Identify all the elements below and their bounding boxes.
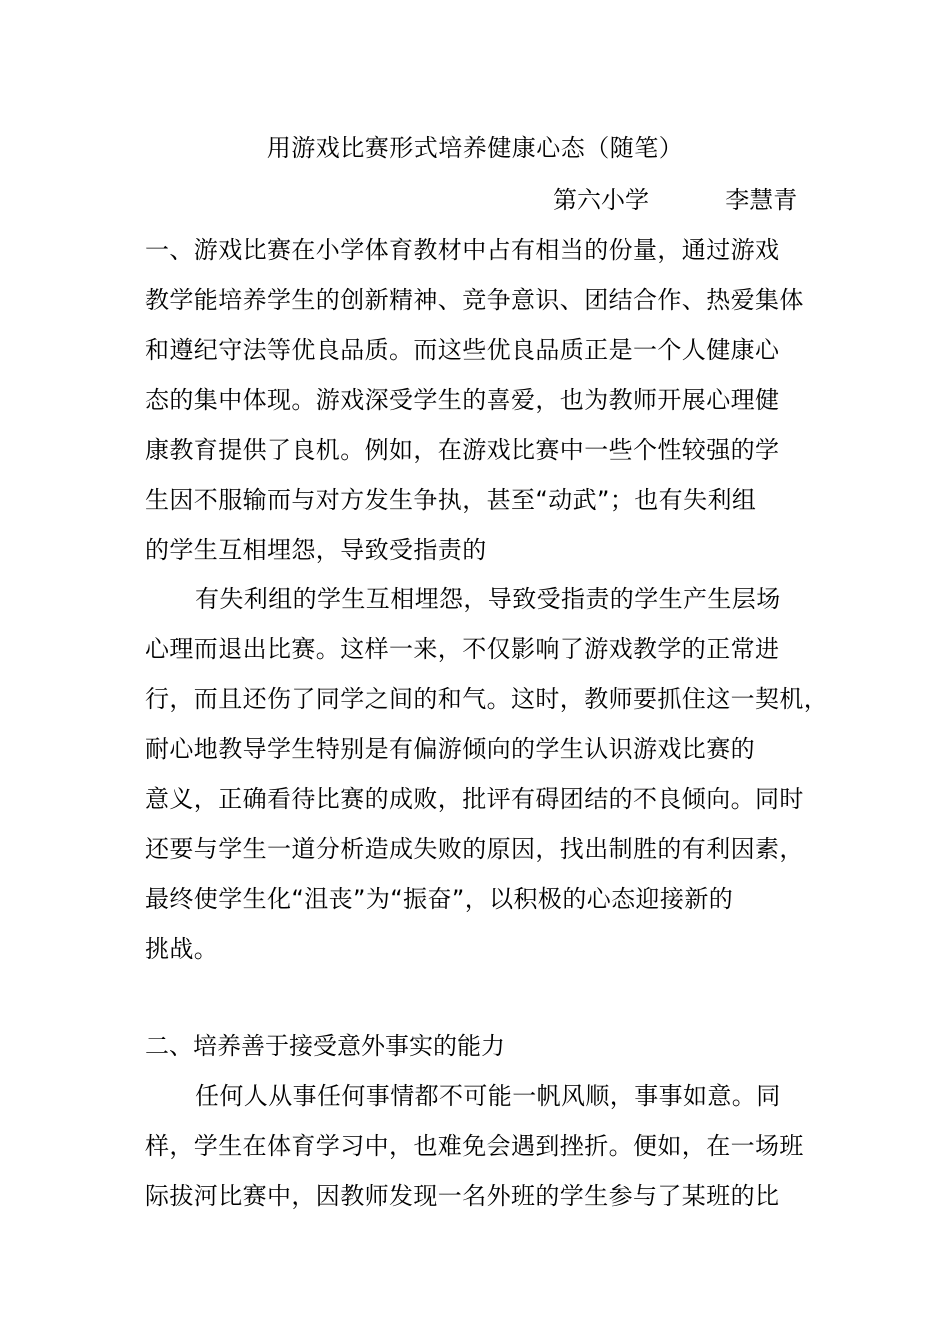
text-line: 还要与学生一道分析造成失败的原因，找出制胜的有利因素，: [145, 835, 804, 863]
text-line: 的学生互相埋怨，导致受指责的: [145, 536, 487, 564]
text-line: 最终使学生化“沮丧”为“振奋”，以积极的心态迎接新的: [145, 885, 734, 913]
text-line: 意义，正确看待比赛的成败，批评有碍团结的不良倾向。同时: [145, 785, 804, 813]
text-line: 心理而退出比赛。这样一来，不仅影响了游戏教学的正常进: [145, 635, 780, 663]
section-2-heading: 二、培养善于接受意外事实的能力: [145, 1032, 505, 1060]
text-line: 态的集中体现。游戏深受学生的喜爱，也为教师开展心理健: [145, 386, 780, 414]
text-line: 生因不服输而与对方发生争执，甚至“动武”；也有失利组: [145, 486, 757, 514]
text-line: 挑战。: [145, 935, 219, 963]
paragraph-2: [145, 574, 829, 974]
text-line: 际拔河比赛中，因教师发现一名外班的学生参与了某班的比: [145, 1182, 780, 1210]
text-line: 行，而且还伤了同学之间的和气。这时，教师要抓住这一契机，: [145, 685, 829, 713]
document-title: 用游戏比赛形式培养健康心态（随笔）: [266, 134, 684, 162]
section-1-paragraph: [145, 225, 825, 575]
paragraph-3: [145, 1071, 825, 1221]
text-line: 耐心地教导学生特别是有偏游倾向的学生认识游戏比赛的: [145, 735, 755, 763]
text-line: 康教育提供了良机。例如，在游戏比赛中一些个性较强的学: [145, 436, 780, 464]
author-byline: 第六小学 李慧青: [553, 186, 798, 214]
text-line: 教学能培养学生的创新精神、竞争意识、团结合作、热爱集体: [145, 286, 804, 314]
text-line: 一、游戏比赛在小学体育教材中占有相当的份量，通过游戏: [145, 236, 780, 264]
text-line: 任何人从事任何事情都不可能一帆风顺，事事如意。同: [195, 1082, 781, 1110]
text-line: 和遵纪守法等优良品质。而这些优良品质正是一个人健康心: [145, 336, 780, 364]
text-line: 样，学生在体育学习中，也难免会遇到挫折。便如，在一场班: [145, 1132, 804, 1160]
text-line: 有失利组的学生互相埋怨，导致受指责的学生产生层场: [195, 585, 781, 613]
